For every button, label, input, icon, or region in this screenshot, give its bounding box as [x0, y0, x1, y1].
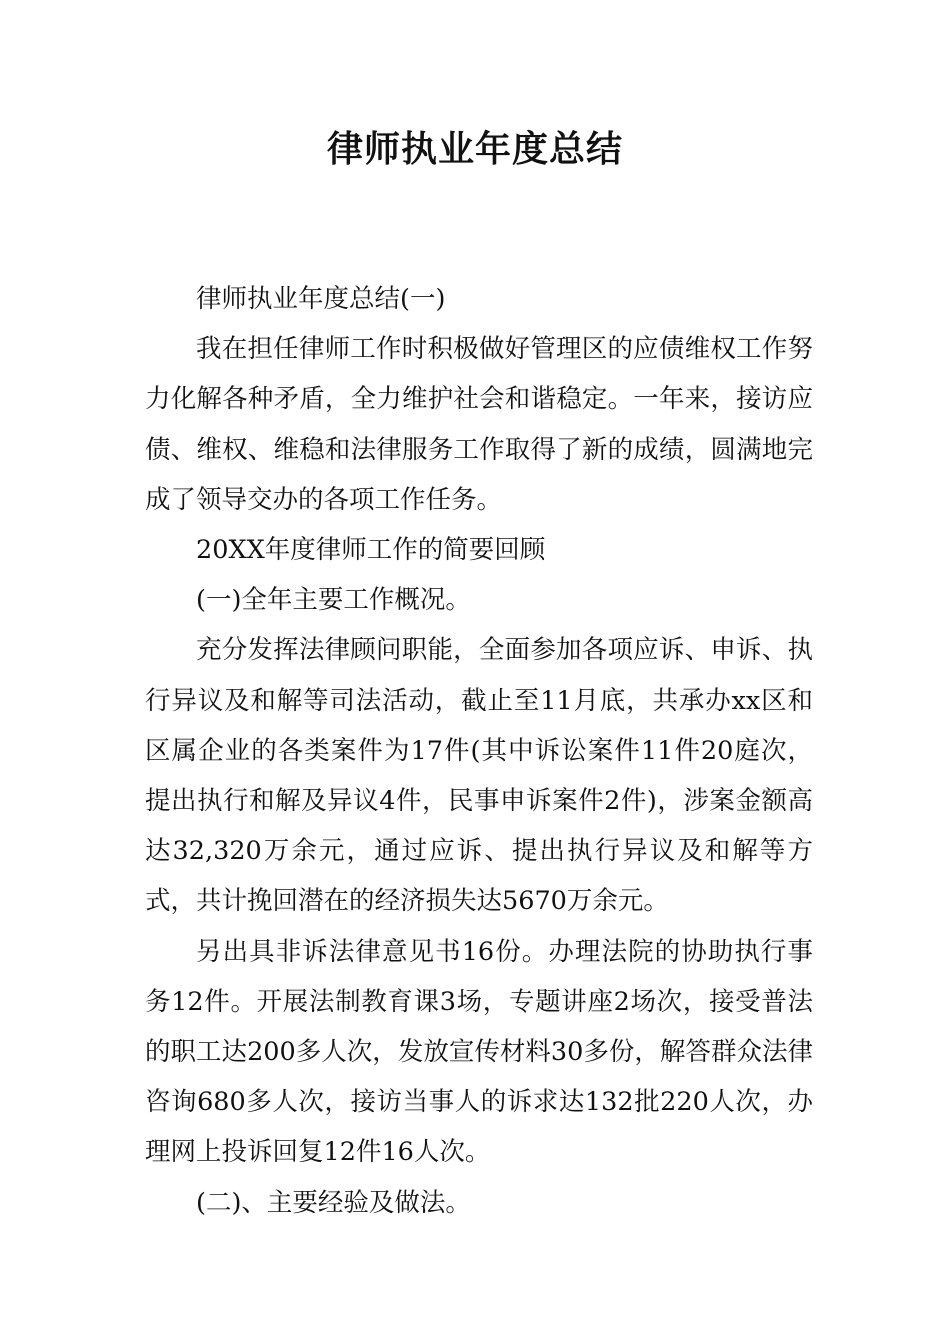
body-paragraph: 我在担任律师工作时积极做好管理区的应债维权工作努力化解各种矛盾，全力维护社会和谐稳定。一年来，接访应债、维权、维稳和法律服务工作取得了新的成绩，圆满地完成了领导交办的各项工作任务。 [145, 334, 813, 515]
subsection-heading: (二)、主要经验及做法。 [196, 1187, 471, 1218]
document-title: 律师执业年度总结 [326, 129, 623, 170]
section-heading: 律师执业年度总结(一) [196, 284, 446, 314]
document-body [145, 274, 813, 1228]
body-paragraph: 充分发挥法律顾问职能，全面参加各项应诉、申诉、执行异议及和解等司法活动，截止至11月底，共承办xx区和区属企业的各类案件为17件(其中诉讼案件11件20庭次，提出执行和解及异议4件，民事申诉案件2件)，涉案金额高达32,320万余元，通过应诉、提出执行异议及和解等方式，共计挽回潜在的经济损失达5670万余元。 [145, 635, 813, 917]
body-paragraph: 另出具非诉法律意见书16份。办理法院的协助执行事务12件。开展法制教育课3场，专题讲座2场次，接受普法的职工达200多人次，发放宣传材料30多份，解答群众法律咨询680多人次，接访当事人的诉求达132批220人次，办理网上投诉回复12件16人次。 [145, 936, 813, 1168]
section-heading: 20XX年度律师工作的简要回顾 [196, 535, 546, 566]
subsection-heading: (一)全年主要工作概况。 [196, 585, 471, 616]
